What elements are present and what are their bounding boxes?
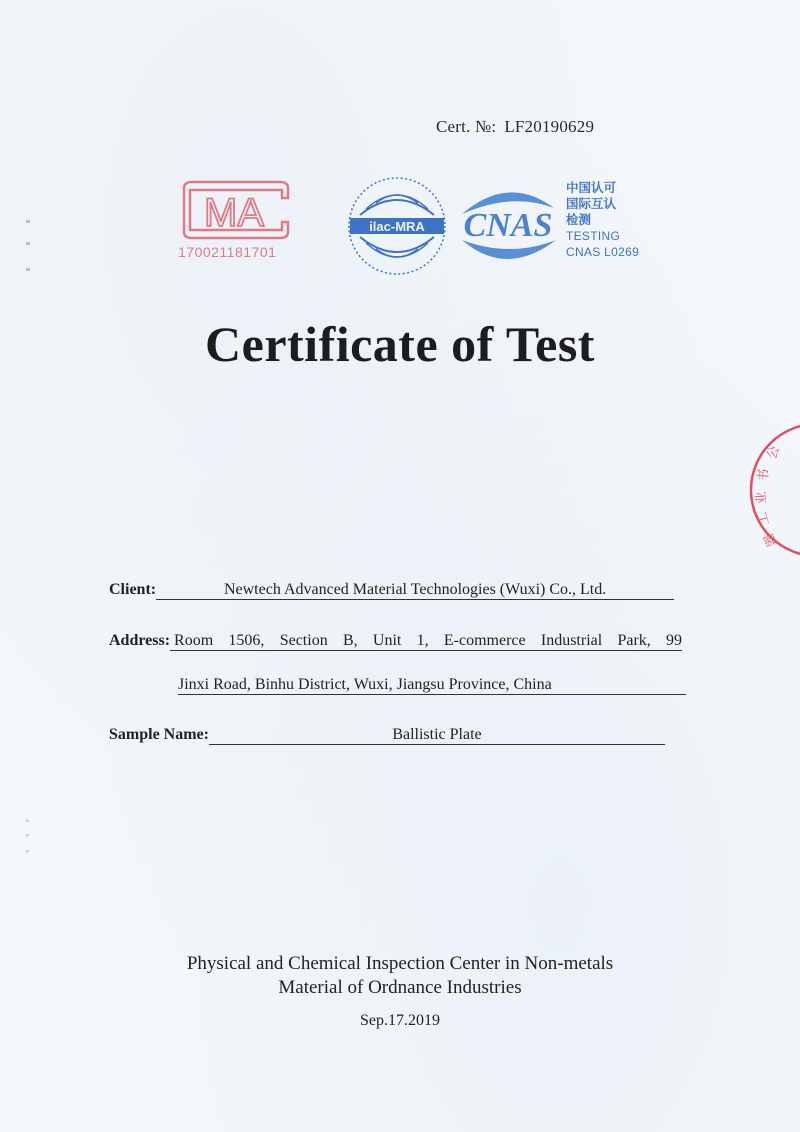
cma-number: 170021181701 — [178, 244, 277, 260]
page-title: Certificate of Test — [205, 316, 595, 372]
cnas-cn-line-1: 中国认可 — [566, 181, 617, 195]
issuer-name — [0, 952, 800, 1000]
address-line-1: Room 1506, Section B, Unit 1, E-commerce Industrial Park, 99 — [170, 632, 682, 651]
cnas-en-line-1: TESTING — [566, 229, 621, 243]
issuer-line-1: Physical and Chemical Inspection Center in Non-metals — [186, 953, 614, 974]
client-field — [109, 581, 674, 600]
sample-name-value: Ballistic Plate — [209, 726, 665, 745]
address-field — [109, 632, 682, 651]
sample-name-label: Sample Name: — [109, 726, 209, 743]
svg-text:业: 业 — [753, 490, 770, 505]
cnas-en-line-2: CNAS L0269 — [566, 245, 640, 259]
address-field-continued — [178, 676, 686, 695]
official-seal-icon — [735, 420, 800, 560]
svg-text:MA: MA — [204, 191, 264, 235]
cnas-cn-line-3: 检测 — [566, 213, 592, 227]
address-label: Address: — [109, 632, 171, 649]
svg-text:公: 公 — [764, 444, 784, 462]
svg-text:器: 器 — [761, 530, 781, 549]
issuer-line-2: Material of Ordnance Industries — [278, 977, 522, 998]
client-label: Client: — [109, 581, 157, 598]
svg-text:ilac-MRA: ilac-MRA — [369, 219, 425, 234]
cnas-cn-line-2: 国际互认 — [566, 197, 617, 211]
address-line-2: Jinxi Road, Binhu District, Wuxi, Jiangsu Province, China — [178, 676, 686, 695]
sample-name-field — [109, 726, 665, 745]
ilac-mra-logo-icon — [346, 175, 448, 277]
punch-marks — [26, 220, 36, 280]
svg-text:工: 工 — [755, 510, 773, 527]
svg-text:书: 书 — [756, 468, 773, 483]
svg-text:CNAS: CNAS — [463, 207, 553, 244]
cnas-accreditation-text — [566, 180, 639, 260]
cnas-logo-icon — [452, 178, 564, 270]
cert-no-label: Cert. №: — [436, 117, 497, 136]
punch-marks-lower — [26, 820, 36, 860]
client-value: Newtech Advanced Material Technologies (Wuxi) Co., Ltd. — [156, 581, 674, 600]
certificate-number — [436, 117, 594, 137]
issue-date: Sep.17.2019 — [360, 1012, 440, 1029]
cert-no-value: LF20190629 — [504, 117, 595, 136]
